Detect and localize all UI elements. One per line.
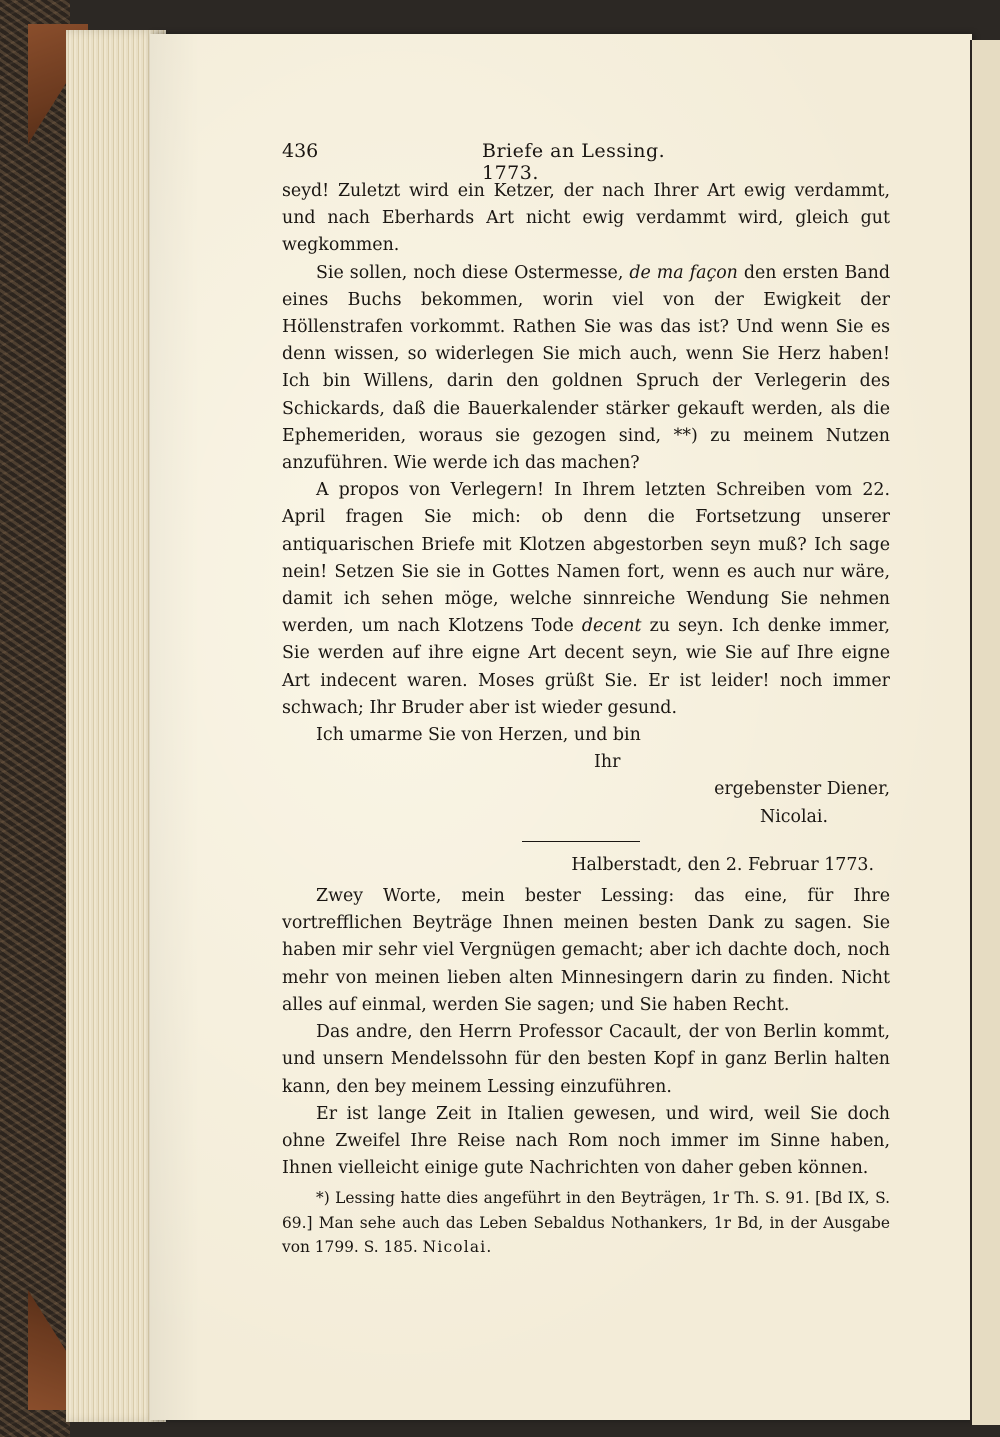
letter1-p2-italic: de ma façon [629,262,738,283]
letter1-ihr: Ihr [594,752,621,773]
letter1-p3-end: zu seyn. Ich denke immer, Sie werden auf ihre eigne Art decent seyn, wie Sie auf Ihre eigne Art indecent waren. Moses grüßt Sie. Er ist leider! noch immer schwach; Ihr Bruder aber ist wieder gesund. [282,616,890,718]
letter2-paragraph-2: Das andre, den Herrn Professor Cacault, der von Berlin kommt, und unsern Mendelssohn für den besten Kopf in ganz Berlin halten kann, den bey meinem Lessing einzuführen. [282,1022,890,1097]
letter1-paragraph-2 [282,260,890,478]
letter1-paragraph-1: seyd! Zuletzt wird ein Ketzer, der nach Ihrer Art ewig verdammt, und nach Eberhards Art nicht ewig verdammt wird, gleich gut wegkommen. [282,181,890,256]
letter1-paragraph-3 [282,477,890,722]
letter2-paragraph-1: Zwey Worte, mein bester Lessing: das eine, für Ihre vortrefflichen Beyträge Ihnen meinen besten Dank zu sagen. Sie haben mir sehr viel Vergnügen gemacht; aber ich dachte doch, noch mehr von meinen lieben alten Minnesingern darin zu finden. Nicht alles auf einmal, werden Sie sagen; und Sie haben Recht. [282,886,890,1015]
page-body [282,178,890,1260]
page-number: 436 [282,140,319,162]
letter2-dateline: Halberstadt, den 2. Februar 1773. [571,854,874,875]
letter2-paragraph-3: Er ist lange Zeit in Italien gewesen, und wird, weil Sie doch ohne Zweifel Ihre Reise nach Rom noch immer im Sinne haben, Ihnen vielleicht einige gute Nachrichten von daher geben können. [282,1103,890,1179]
letter1-p3-italic: decent [581,616,642,637]
letter1-p2-end: den ersten Band eines Buchs bekommen, worin viel von der Ewigkeit der Höllenstrafen vorkommt. Rathen Sie was das ist? Und wenn Sie es denn wissen, so widerlegen Sie mich auch, wenn Sie Herz haben! Ich bin Willens, darin den goldnen Spruch der Verlegerin des Schickards, daß die Bauerkalender stärker gekauft werden, als die Ephemeriden, woraus sie gezogen sind, **) zu meinem Nutzen anzuführen. Wie werde ich das machen? [282,262,890,474]
footnote-text: *) Lessing hatte dies angeführt in den Beyträgen, 1r Th. S. 91. [Bd IX, S. 69.] Man sehe auch das Leben Sebaldus Nothankers, 1r Bd, in der Ausgabe von 1799. S. 185. [282,1189,890,1257]
footnote-paragraph [282,1186,890,1260]
letter1-p2-start: Sie sollen, noch diese Ostermesse, [316,262,630,283]
letter1-signature: Nicolai. [759,806,828,827]
running-title: Briefe an Lessing. 1773. [482,140,666,184]
running-header [282,140,692,184]
letter1-servant: ergebenster Diener, [714,779,890,800]
letter1-p3-start: A propos von Verlegern! In Ihrem letzten Schreiben vom 22. April fragen Sie mich: ob denn die Fortsetzung unserer antiquarischen Briefe mit Klotzen abgestorben seyn muß? Ich sage nein! Setzen Sie sie in Gottes Namen fort, wenn es auch nur wäre, damit ich sehen möge, welche sinnreiche Wendung Sie nehmen werden, um nach Klotzens Tode [282,480,890,637]
letter1-closing: Ich umarme Sie von Herzen, und bin [316,725,641,746]
adjacent-leaf [970,40,1000,1425]
marbled-cover-edge [0,0,70,1437]
footnote-signature: Nicolai. [422,1238,493,1257]
footnote [282,1186,890,1260]
letter-divider-rule [522,841,640,842]
